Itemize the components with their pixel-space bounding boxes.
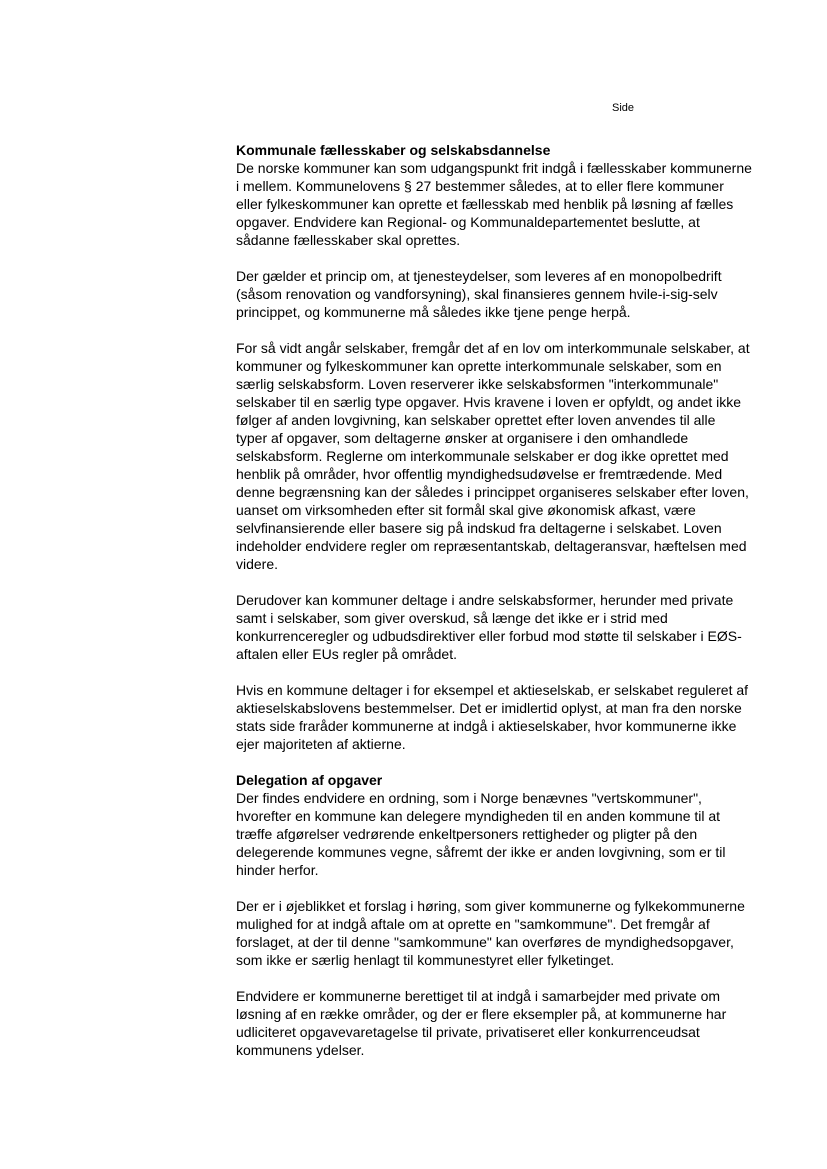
paragraph: For så vidt angår selskaber, fremgår det af en lov om interkommunale selskaber, at kommuner og fylkeskommuner kan oprette interkommunale selskaber, som en særlig selskabsform. Loven reserverer ikke selskabsformen "interkommunale" selskaber til en særlig type opgaver. Hvis kravene i loven er opfyldt, og andet ikke følger af anden lovgivning, kan selskaber oprettet efter loven anvendes til alle typer af opgaver, som deltagerne ønsker at organisere i den omhandlede selskabsform. Reglerne om interkommunale selskaber er dog ikke oprettet med henblik på områder, hvor offentlig myndighedsudøvelse er fremtrædende. Med denne begrænsning kan der således i princippet organiseres selskaber efter loven, uanset om virksomheden efter sit formål skal give økonomisk afkast, være selvfinansierende eller basere sig på indskud fra deltagerne i selskabet. Loven indeholder endvidere regler om repræsentantskab, deltageransvar, hæftelsen med videre. [236, 340, 750, 572]
document-body [236, 141, 756, 1077]
paragraph: De norske kommuner kan som udgangspunkt frit indgå i fællesskaber kommunerne i mellem. Kommunelovens § 27 bestemmer således, at to eller flere kommuner eller fylkeskommuner kan oprette et fællesskab med henblik på løsning af fælles opgaver. Endvidere kan Regional- og Kommunaldepartementet beslutte, at sådanne fællesskaber skal oprettes. [236, 160, 752, 248]
page-header-label: Side [612, 102, 635, 114]
section-heading-delegation: Delegation af opgaver [236, 772, 383, 788]
paragraph: Der findes endvidere en ordning, som i Norge benævnes "vertskommuner", hvorefter en kommune kan delegere myndigheden til en anden kommune til at træffe afgørelser vedrørende enkeltpersoners rettigheder og pligter på den delegerende kommunes vegne, såfremt der ikke er anden lovgivning, som er til hinder herfor. [236, 790, 726, 878]
paragraph: Der er i øjeblikket et forslag i høring, som giver kommunerne og fylkekommunerne mulighed for at indgå aftale om at oprette en "samkommune". Det fremgår af forslaget, at der til denne "samkommune" kan overføres de myndighedsopgaver, som ikke er særlig henlagt til kommunestyret eller fylketinget. [236, 898, 745, 968]
paragraph: Derudover kan kommuner deltage i andre selskabsformer, herunder med private samt i selskaber, som giver overskud, så længe det ikke er i strid med konkurrenceregler og udbudsdirektiver eller forbud mod støtte til selskaber i EØS- aftalen eller EUs regler på området. [236, 592, 742, 662]
paragraph: Der gælder et princip om, at tjenesteydelser, som leveres af en monopolbedrift (såsom renovation og vandforsyning), skal finansieres gennem hvile-i-sig-selv princippet, og kommunerne må således ikke tjene penge herpå. [236, 268, 722, 320]
paragraph: Hvis en kommune deltager i for eksempel et aktieselskab, er selskabet reguleret af aktieselskabslovens bestemmelser. Det er imidlertid oplyst, at man fra den norske stats side fraråder kommunerne at indgå i aktieselskaber, hvor kommunerne ikke ejer majoriteten af aktierne. [236, 682, 749, 752]
paragraph: Endvidere er kommunerne berettiget til at indgå i samarbejder med private om løsning af en række områder, og der er flere eksempler på, at kommunerne har udliciteret opgavevaretagelse til private, privatiseret eller konkurrenceudsat kommunens ydelser. [236, 988, 727, 1058]
section-heading-kommunale: Kommunale fællesskaber og selskabsdannelse [236, 142, 551, 158]
